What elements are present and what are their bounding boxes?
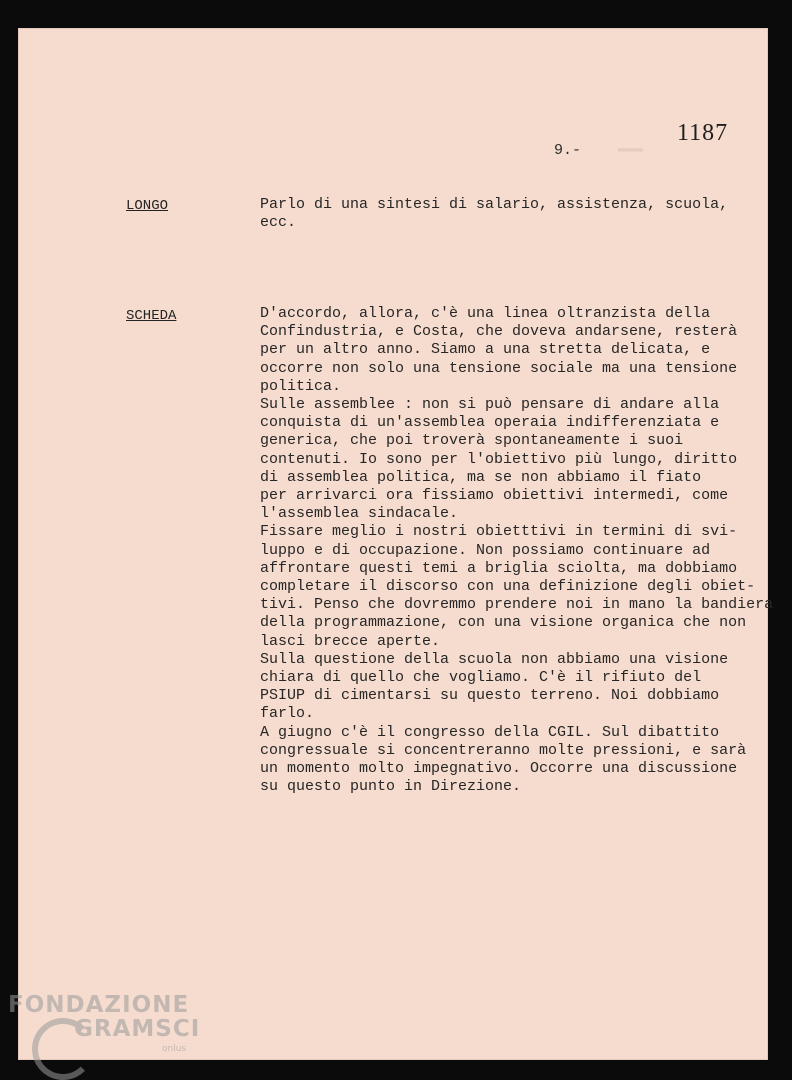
speech-line: chiara di quello che vogliamo. C'è il rifiuto del	[260, 669, 702, 687]
speech-line: Sulle assemblee : non si può pensare di andare alla	[260, 396, 720, 414]
speech-line: Sulla questione della scuola non abbiamo una visione	[260, 650, 729, 668]
speech-line: conquista di un'assemblea operaia indifferenziata e	[260, 414, 720, 432]
speech-line: della programmazione, con una visione organica che non	[260, 614, 747, 632]
speech-scheda	[260, 305, 774, 796]
speech-line: A giugno c'è il congresso della CGIL. Sul dibattito	[260, 723, 720, 741]
document-page	[18, 28, 774, 1060]
speech-line: Fissare meglio i nostri obietttivi in termini di svi-	[260, 523, 738, 541]
speech-line: lasci brecce aperte.	[260, 632, 441, 650]
speech-line: su questo punto in Direzione.	[260, 778, 522, 796]
speech-line: ecc.	[260, 214, 297, 232]
speech-line: completare il discorso con una definizione degli obiet-	[260, 578, 756, 596]
speech-line: l'assemblea sindacale.	[260, 505, 459, 523]
speech-line: un momento molto impegnativo. Occorre una discussione	[260, 760, 738, 778]
speech-line: Parlo di una sintesi di salario, assistenza, scuola,	[260, 196, 729, 213]
bleed-through-texture: ▬▬▬	[618, 141, 644, 157]
speech-longo	[260, 196, 760, 232]
speech-line: politica.	[260, 377, 342, 395]
speech-line: generica, che poi troverà spontaneamente i suoi	[260, 432, 684, 450]
speech-line: contenuti. Io sono per l'obiettivo più lungo, diritto	[260, 450, 738, 468]
speaker-name-scheda: SCHEDA	[126, 308, 177, 324]
speech-line: occorre non solo una tensione sociale ma una tensione	[260, 359, 738, 377]
speech-line: D'accordo, allora, c'è una linea oltranzista della	[260, 305, 711, 322]
speech-line: affrontare questi temi a briglia sciolta, ma dobbiamo	[260, 559, 738, 577]
speaker-name-longo: LONGO	[126, 198, 169, 214]
speech-line: farlo.	[260, 705, 315, 723]
watermark-line1: FONDAZIONE	[8, 992, 190, 1018]
speech-line: tivi. Penso che dovremmo prendere noi in mano la bandiera	[260, 596, 774, 614]
speech-line: congressuale si concentreranno molte pressioni, e sarà	[260, 741, 747, 759]
speech-line: per un altro anno. Siamo a una stretta delicata, e	[260, 341, 711, 359]
speech-line: per arrivarci ora fissiamo obiettivi intermedi, come	[260, 487, 729, 505]
speech-line: di assemblea politica, ma se non abbiamo il fiato	[260, 468, 702, 486]
speech-line: luppo e di occupazione. Non possiamo continuare ad	[260, 541, 711, 559]
speech-line: Confindustria, e Costa, che doveva andarsene, resterà	[260, 323, 738, 341]
speech-line: PSIUP di cimentarsi su questo terreno. Noi dobbiamo	[260, 687, 720, 705]
watermark-suffix: onlus	[162, 1044, 187, 1054]
fondazione-gramsci-watermark	[2, 992, 202, 1078]
watermark-line2: GRAMSCI	[74, 1016, 201, 1042]
typed-page-reference: 9.-	[554, 142, 582, 159]
archive-page-number: 1187	[677, 120, 729, 146]
